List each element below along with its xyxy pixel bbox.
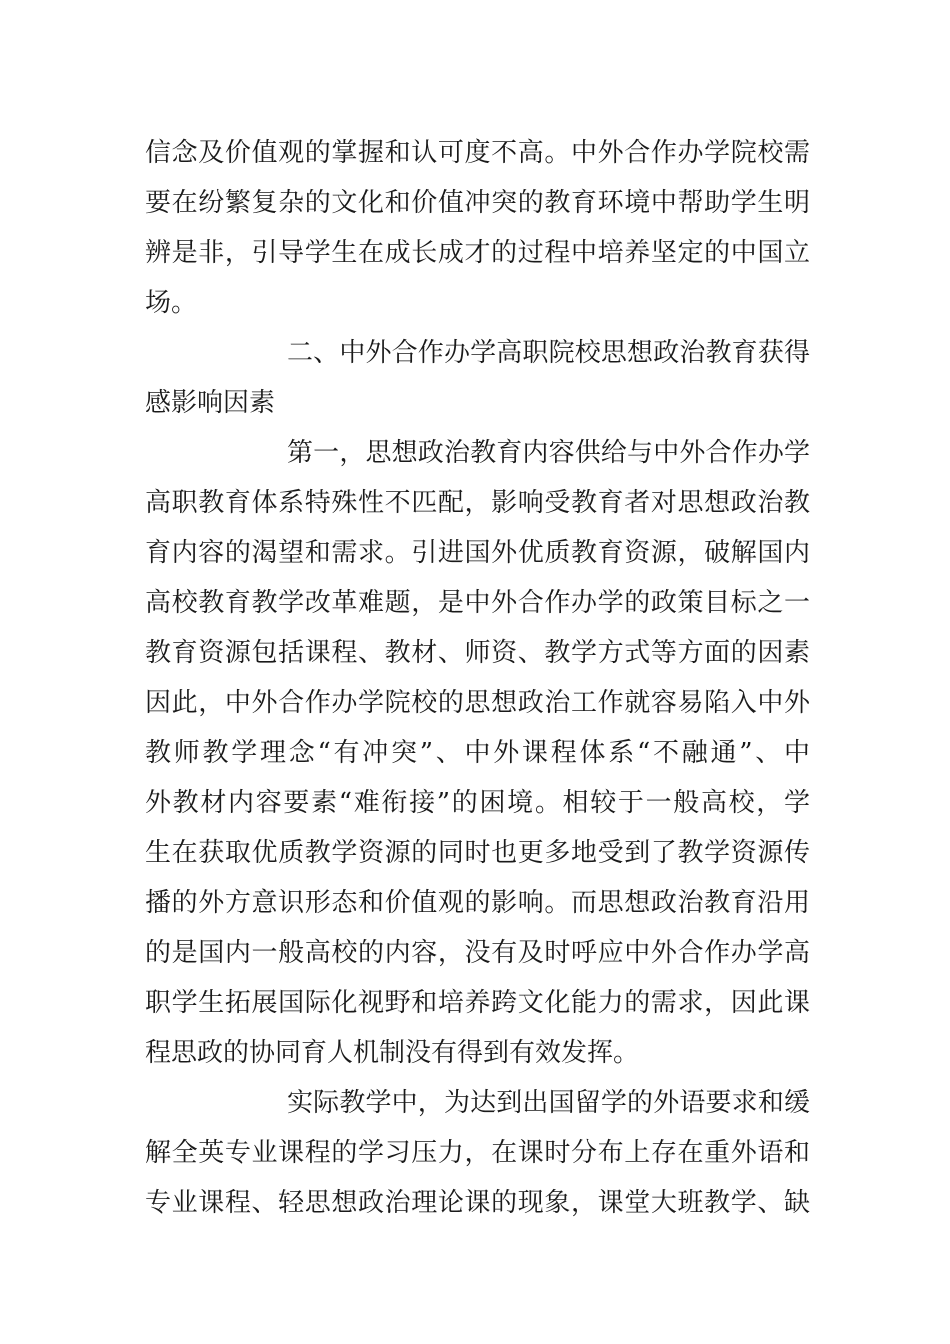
heading-line: 二、中外合作办学高职院校思想政治教育获得 bbox=[287, 338, 810, 368]
text-line: 教师教学理念“有冲突”、中外课程体系“不融通”、中 bbox=[145, 738, 810, 768]
text-line: 辨是非，引导学生在成长成才的过程中培养坚定的中国立 bbox=[145, 238, 810, 268]
text-line: 解全英专业课程的学习压力，在课时分布上存在重外语和 bbox=[145, 1138, 810, 1168]
text-line: 专业课程、轻思想政治理论课的现象，课堂大班教学、缺 bbox=[145, 1188, 810, 1218]
text-line: 教育资源包括课程、教材、师资、教学方式等方面的因素 bbox=[145, 638, 810, 668]
text-line: 职学生拓展国际化视野和培养跨文化能力的需求，因此课 bbox=[145, 988, 810, 1018]
text-line: 场。 bbox=[145, 288, 198, 318]
text-line: 播的外方意识形态和价值观的影响。而思想政治教育沿用 bbox=[145, 888, 810, 918]
text-line: 因此，中外合作办学院校的思想政治工作就容易陷入中外 bbox=[145, 688, 810, 718]
text-line: 生在获取优质教学资源的同时也更多地受到了教学资源传 bbox=[145, 838, 810, 868]
text-line: 第一，思想政治教育内容供给与中外合作办学 bbox=[287, 438, 810, 468]
text-line: 程思政的协同育人机制没有得到有效发挥。 bbox=[145, 1038, 640, 1068]
text-line: 实际教学中，为达到出国留学的外语要求和缓 bbox=[287, 1088, 810, 1118]
heading-line: 感影响因素 bbox=[145, 388, 276, 418]
paragraph-3 bbox=[145, 1078, 810, 1228]
paragraph-2 bbox=[145, 428, 810, 1078]
text-line: 的是国内一般高校的内容，没有及时呼应中外合作办学高 bbox=[145, 938, 810, 968]
text-line: 要在纷繁复杂的文化和价值冲突的教育环境中帮助学生明 bbox=[145, 188, 810, 218]
text-line: 高校教育教学改革难题，是中外合作办学的政策目标之一 bbox=[145, 588, 810, 618]
paragraph-1 bbox=[145, 128, 810, 328]
text-line: 外教材内容要素“难衔接”的困境。相较于一般高校，学 bbox=[145, 788, 810, 818]
text-line: 高职教育体系特殊性不匹配，影响受教育者对思想政治教 bbox=[145, 488, 810, 518]
text-line: 信念及价值观的掌握和认可度不高。中外合作办学院校需 bbox=[145, 138, 810, 168]
section-heading bbox=[145, 328, 810, 428]
text-line: 育内容的渴望和需求。引进国外优质教育资源，破解国内 bbox=[145, 538, 810, 568]
